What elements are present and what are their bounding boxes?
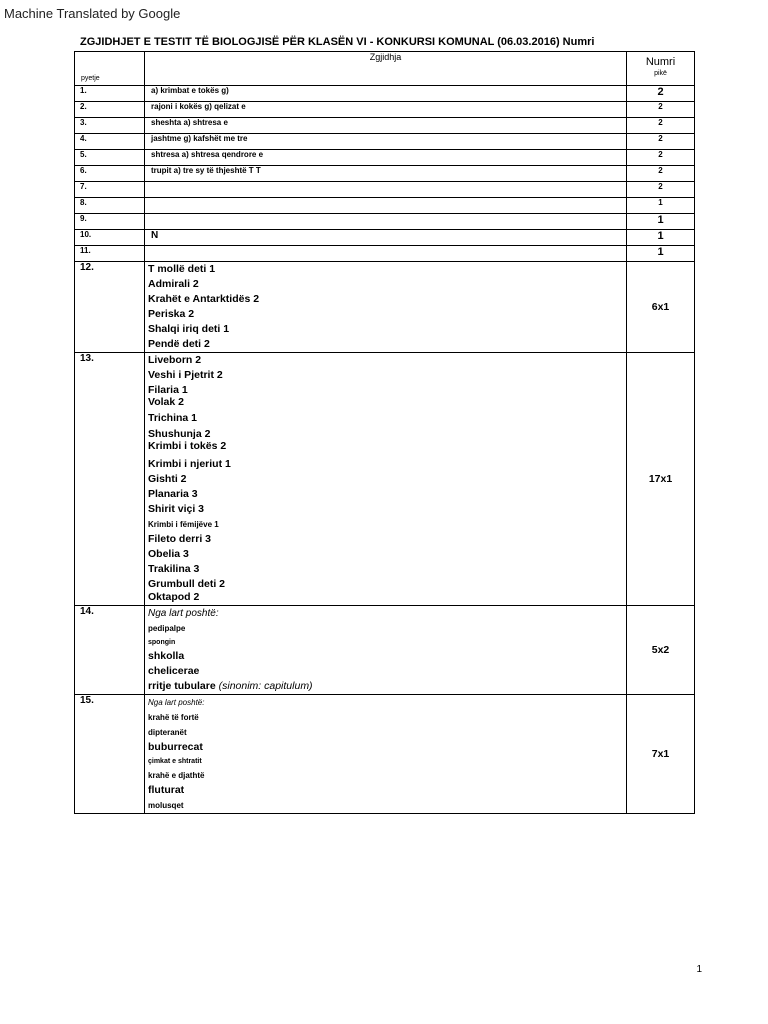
table-row-4 [75,134,695,150]
header-question-label: pyetje [81,75,100,82]
table-row-12 [75,262,695,353]
list-item: spongin [148,639,176,646]
list-item: Filaria 1 [148,384,188,396]
answer-cell: jashtme g) kafshët me tre [145,134,627,150]
points-cell: 2 [627,150,695,166]
points-cell: 2 [627,86,695,102]
table-row-11 [75,246,695,262]
answer-cell: trupit a) tre sy të thjeshtë T T [145,166,627,182]
list-item: dipteranët [148,728,187,737]
points-cell: 2 [627,102,695,118]
list-item: fluturat [148,784,185,796]
table-row-6 [75,166,695,182]
points-cell: 2 [627,166,695,182]
question-number: 11. [75,246,145,262]
page-number: 1 [696,964,702,975]
question-number: 7. [75,182,145,198]
list-item: Fileto derri 3 [148,533,212,545]
points-cell: 2 [627,182,695,198]
list-item: Krahët e Antarktidës 2 [148,293,260,305]
list-item: Shalqi iriq deti 1 [148,323,230,335]
answer-cell: a) krimbat e tokës g) [145,86,627,102]
header-points-sub: pikë [654,70,667,77]
answer-cell [145,214,627,230]
list-item: çimkat e shtratit [148,758,202,765]
question-number: 9. [75,214,145,230]
header-points-cell [627,52,695,86]
table-row-10 [75,230,695,246]
points-cell: 17x1 [627,353,695,606]
table-row-5 [75,150,695,166]
points-cell: 1 [627,246,695,262]
table-row-13 [75,353,695,606]
answer-cell: sheshta a) shtresa e [145,118,627,134]
answer-list [145,695,627,814]
points-cell: 2 [627,118,695,134]
answer-cell: rajoni i kokës g) qelizat e [145,102,627,118]
table-row-15 [75,695,695,814]
question-number: 6. [75,166,145,182]
list-item: Admirali 2 [148,278,199,290]
points-cell: 6x1 [627,262,695,353]
question-number: 5. [75,150,145,166]
answer-cell [145,246,627,262]
points-cell: 1 [627,214,695,230]
list-intro: Nga lart poshtë: [148,698,205,707]
list-item: Planaria 3 [148,488,198,500]
list-item: Krimbi i tokës 2 [148,440,227,452]
question-number: 4. [75,134,145,150]
list-item: Periska 2 [148,308,195,320]
list-item: molusqet [148,801,184,810]
list-item: Liveborn 2 [148,354,202,366]
points-cell: 7x1 [627,695,695,814]
document-title: ZGJIDHJET E TESTIT TË BIOLOGJISË PËR KLASËN VI - KONKURSI KOMUNAL (06.03.2016) Numri [80,36,595,48]
question-number: 14. [75,606,145,695]
question-number: 15. [75,695,145,814]
answer-cell: N [145,230,627,246]
list-item: Obelia 3 [148,548,189,560]
list-item: Shirit viçi 3 [148,503,205,515]
points-cell: 1 [627,230,695,246]
answer-cell [145,198,627,214]
question-number: 2. [75,102,145,118]
question-number: 10. [75,230,145,246]
question-number: 1. [75,86,145,102]
list-item: Trichina 1 [148,412,198,424]
table-row-1 [75,86,695,102]
answer-list [145,606,627,695]
list-item: T mollë deti 1 [148,263,216,275]
header-points-title: Numri [645,56,676,68]
list-item: buburrecat [148,741,203,753]
machine-translation-banner: Machine Translated by Google [4,6,181,21]
table-row-8 [75,198,695,214]
table-row-3 [75,118,695,134]
list-item [148,679,623,694]
table-row-9 [75,214,695,230]
list-item: Veshi i Pjetrit 2 [148,369,223,381]
header-question-cell [75,52,145,86]
list-item: krahë të fortë [148,713,199,722]
table-row-2 [75,102,695,118]
answer-cell: shtresa a) shtresa qendrore e [145,150,627,166]
list-item: chelicerae [148,665,200,677]
list-item: Grumbull deti 2 [148,578,226,590]
list-item: Krimbi i njeriut 1 [148,458,231,470]
list-item: shkolla [148,650,185,662]
question-number: 13. [75,353,145,606]
table-row-14 [75,606,695,695]
list-item: Volak 2 [148,396,184,408]
list-item-text: rritje tubulare [148,680,216,692]
list-item: krahë e djathtë [148,771,205,780]
question-number: 12. [75,262,145,353]
synonym-note: (sinonim: capitulum) [218,680,313,692]
list-item: pedipalpe [148,624,186,633]
list-intro: Nga lart poshtë: [148,608,219,619]
points-cell: 1 [627,198,695,214]
table-header-row [75,52,695,86]
answer-key-table [74,51,695,814]
points-cell: 5x2 [627,606,695,695]
list-item: Shushunja 2 [148,428,211,440]
answer-list [145,353,627,606]
table-row-7 [75,182,695,198]
list-item: Pendë deti 2 [148,338,210,350]
list-item: Gishti 2 [148,473,187,485]
question-number: 8. [75,198,145,214]
points-cell: 2 [627,134,695,150]
list-item: Oktapod 2 [148,591,200,603]
answer-list [145,262,627,353]
list-item: Trakilina 3 [148,563,200,575]
list-item: Krimbi i fëmijëve 1 [148,520,219,529]
header-answer-label: Zgjidhja [145,52,627,86]
answer-cell [145,182,627,198]
question-number: 3. [75,118,145,134]
